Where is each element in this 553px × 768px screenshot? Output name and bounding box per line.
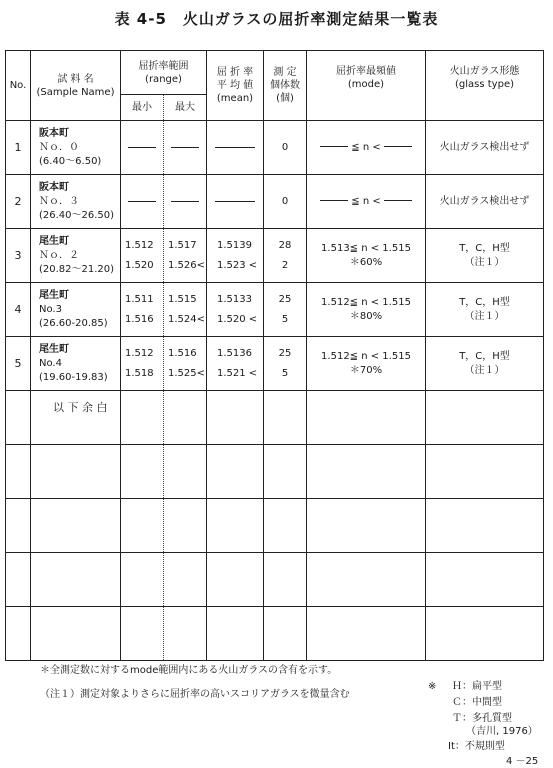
sample-cell	[31, 229, 121, 283]
count-cell: 0	[264, 175, 307, 229]
max-cell	[164, 175, 207, 229]
sample-range: (20.82～21.20)	[39, 263, 115, 275]
sample-cell	[31, 283, 121, 337]
empty-cell	[6, 553, 31, 607]
empty-cell	[264, 607, 307, 661]
table-row-empty	[6, 391, 544, 445]
header-mode-en: (mode)	[347, 79, 385, 90]
empty-cell	[121, 391, 164, 445]
max-value-1: 1.516	[168, 347, 197, 359]
min-value-1: 1.512	[125, 347, 154, 359]
mode-value: ≦ n <	[351, 195, 381, 207]
sample-sub: Ｎｏ．３	[39, 195, 79, 207]
header-count-l3: (個)	[276, 93, 294, 104]
glass-cell: 火山ガラス検出せず	[426, 121, 544, 175]
empty-cell	[6, 445, 31, 499]
glass-cell	[426, 283, 544, 337]
empty-cell	[207, 553, 264, 607]
empty-cell	[307, 553, 426, 607]
empty-cell	[307, 391, 426, 445]
glass-cell	[426, 337, 544, 391]
glass-type: T，C，H型	[459, 350, 510, 362]
count-value-2: 5	[281, 367, 289, 379]
mode-cell	[307, 121, 426, 175]
mode-value: 1.512≦ n < 1.515	[321, 350, 411, 362]
sample-cell	[31, 121, 121, 175]
min-cell	[121, 229, 164, 283]
min-value-2: 1.520	[125, 259, 154, 271]
header-max: 最大	[164, 95, 207, 121]
mean-cell	[207, 337, 264, 391]
mode-value: ≦ n <	[351, 141, 381, 153]
table-row	[6, 121, 544, 175]
header-mean	[207, 51, 264, 121]
max-cell	[164, 229, 207, 283]
empty-cell	[264, 499, 307, 553]
min-cell	[121, 337, 164, 391]
table-header-row	[6, 51, 544, 95]
dash-mark	[171, 147, 199, 148]
max-value-1: 1.515	[168, 293, 197, 305]
mean-cell	[207, 229, 264, 283]
max-value-2: 1.526<	[168, 259, 206, 271]
dash-mark	[128, 201, 156, 202]
footnote-mode: ＊全測定数に対するmode範囲内にある火山ガラスの含有を示す。	[40, 665, 338, 676]
empty-cell	[264, 553, 307, 607]
mean-value-1: 1.5136	[217, 347, 252, 359]
sample-sub: Ｎｏ．２	[39, 249, 79, 261]
empty-cell	[6, 607, 31, 661]
empty-cell	[264, 445, 307, 499]
sample-range: (6.40～6.50)	[39, 155, 102, 167]
row-no: 5	[6, 337, 31, 391]
dash-mark	[215, 147, 255, 148]
max-value-1: 1.517	[168, 239, 197, 251]
dash-mark	[384, 146, 412, 147]
empty-cell	[31, 607, 121, 661]
mode-cell	[307, 229, 426, 283]
legend-c: Ｃ：中間型	[452, 697, 502, 708]
empty-cell	[264, 391, 307, 445]
mode-percent: ＊70%	[349, 364, 383, 376]
sample-name: 阪本町	[39, 181, 69, 193]
mean-cell	[207, 175, 264, 229]
empty-cell	[6, 391, 31, 445]
dash-mark	[215, 201, 255, 202]
legend-it: It：不規則型	[448, 741, 505, 752]
header-mean-l3: (mean)	[216, 93, 254, 104]
table-row	[6, 229, 544, 283]
count-cell: 0	[264, 121, 307, 175]
empty-cell	[307, 499, 426, 553]
header-count-l2: 個体数	[270, 80, 300, 91]
row-no: 4	[6, 283, 31, 337]
table-row-empty	[6, 553, 544, 607]
page-title: 表 4-5 火山ガラスの屈折率測定結果一覧表	[114, 10, 439, 28]
max-value-2: 1.525<	[168, 367, 206, 379]
empty-cell	[121, 499, 164, 553]
mode-cell	[307, 175, 426, 229]
empty-cell	[426, 445, 544, 499]
min-value-2: 1.516	[125, 313, 154, 325]
table-row	[6, 283, 544, 337]
mode-value: 1.512≦ n < 1.515	[321, 296, 411, 308]
sample-range: (19.60-19.83)	[39, 371, 108, 383]
mode-cell	[307, 337, 426, 391]
dash-mark	[384, 200, 412, 201]
header-sample-jp: 試 料 名	[57, 73, 94, 85]
header-mean-l1: 屈 折 率	[216, 67, 254, 78]
sample-cell	[31, 337, 121, 391]
empty-cell	[164, 499, 207, 553]
header-count-l1: 測 定	[273, 67, 297, 78]
min-cell	[121, 175, 164, 229]
footnote-1: （注１）測定対象よりさらに屈折率の高いスコリアガラスを微量含む	[40, 689, 350, 700]
empty-cell	[426, 607, 544, 661]
count-cell	[264, 283, 307, 337]
empty-cell	[31, 499, 121, 553]
min-cell	[121, 283, 164, 337]
dash-mark	[320, 146, 348, 147]
max-value-2: 1.524<	[168, 313, 206, 325]
min-value-1: 1.511	[125, 293, 154, 305]
header-range-jp: 屈折率範囲	[138, 60, 189, 72]
empty-cell	[307, 607, 426, 661]
sample-range: (26.40～26.50)	[39, 209, 115, 221]
mean-value-2: 1.521 <	[217, 367, 258, 379]
empty-cell	[164, 445, 207, 499]
mean-value-2: 1.520 <	[217, 313, 258, 325]
header-glass-jp: 火山ガラス形態	[449, 66, 520, 77]
glass-note: （注１）	[464, 256, 505, 268]
mode-percent: ＊60%	[349, 256, 383, 268]
empty-cell	[207, 445, 264, 499]
min-cell	[121, 121, 164, 175]
header-min: 最小	[121, 95, 164, 121]
min-value-1: 1.512	[125, 239, 154, 251]
glass-type: T，C，H型	[459, 296, 510, 308]
legend-t: Ｔ：多孔質型	[452, 713, 512, 724]
header-mode-jp: 屈折率最頻値	[336, 66, 396, 77]
empty-cell	[426, 499, 544, 553]
max-cell	[164, 283, 207, 337]
empty-cell	[207, 607, 264, 661]
count-cell	[264, 337, 307, 391]
sample-sub: No.4	[39, 357, 62, 369]
header-sample-en: (Sample Name)	[36, 86, 115, 98]
legend-mark: ※	[428, 681, 437, 692]
sample-name: 尾生町	[39, 235, 69, 247]
max-cell	[164, 121, 207, 175]
header-glass-en: (glass type)	[455, 79, 514, 90]
sample-name: 尾生町	[39, 289, 69, 301]
row-no: 1	[6, 121, 31, 175]
header-no: No.	[6, 51, 31, 121]
sample-sub: Ｎｏ．０	[39, 141, 79, 153]
table-row-empty	[6, 445, 544, 499]
legend-ref: （吉川, 1976）	[466, 726, 538, 737]
count-value-1: 25	[278, 347, 292, 359]
empty-cell	[426, 391, 544, 445]
mean-cell	[207, 283, 264, 337]
mean-value-2: 1.523 <	[217, 259, 258, 271]
glass-type: T，C，H型	[459, 242, 510, 254]
table-row	[6, 337, 544, 391]
table-row-empty	[6, 607, 544, 661]
sample-range: (26.60-20.85)	[39, 317, 108, 329]
table-row	[6, 175, 544, 229]
dash-mark	[320, 200, 348, 201]
count-value-2: 5	[281, 313, 289, 325]
count-cell	[264, 229, 307, 283]
glass-cell: 火山ガラス検出せず	[426, 175, 544, 229]
header-range-en: (range)	[145, 73, 182, 85]
header-range	[121, 51, 207, 95]
remainder-label: 以 下 余 白	[31, 391, 121, 445]
max-cell	[164, 337, 207, 391]
dash-mark	[171, 201, 199, 202]
row-no: 3	[6, 229, 31, 283]
sample-cell	[31, 175, 121, 229]
min-value-2: 1.518	[125, 367, 154, 379]
mode-percent: ＊80%	[349, 310, 383, 322]
sample-name: 尾生町	[39, 343, 69, 355]
count-value-1: 28	[278, 239, 292, 251]
count-value-2: 2	[281, 259, 289, 271]
refractive-index-table	[5, 50, 544, 661]
row-no: 2	[6, 175, 31, 229]
page-number: 4 －25	[506, 756, 539, 767]
empty-cell	[164, 607, 207, 661]
dash-mark	[128, 147, 156, 148]
mode-value: 1.513≦ n < 1.515	[321, 242, 411, 254]
header-sample	[31, 51, 121, 121]
mean-cell	[207, 121, 264, 175]
empty-cell	[121, 607, 164, 661]
empty-cell	[121, 553, 164, 607]
empty-cell	[31, 553, 121, 607]
glass-cell	[426, 229, 544, 283]
table-row-empty	[6, 499, 544, 553]
empty-cell	[426, 553, 544, 607]
empty-cell	[164, 391, 207, 445]
sample-sub: No.3	[39, 303, 62, 315]
header-glass	[426, 51, 544, 121]
empty-cell	[121, 445, 164, 499]
header-mode	[307, 51, 426, 121]
header-mean-l2: 平 均 値	[216, 80, 254, 91]
empty-cell	[164, 553, 207, 607]
sample-name: 阪本町	[39, 127, 69, 139]
empty-cell	[207, 499, 264, 553]
glass-note: （注１）	[464, 364, 505, 376]
empty-cell	[6, 499, 31, 553]
empty-cell	[307, 445, 426, 499]
legend-h: Ｈ：扁平型	[452, 681, 502, 692]
mean-value-1: 1.5139	[217, 239, 252, 251]
header-count	[264, 51, 307, 121]
count-value-1: 25	[278, 293, 292, 305]
mean-value-1: 1.5133	[217, 293, 252, 305]
empty-cell	[31, 445, 121, 499]
empty-cell	[207, 391, 264, 445]
mode-cell	[307, 283, 426, 337]
glass-note: （注１）	[464, 310, 505, 322]
